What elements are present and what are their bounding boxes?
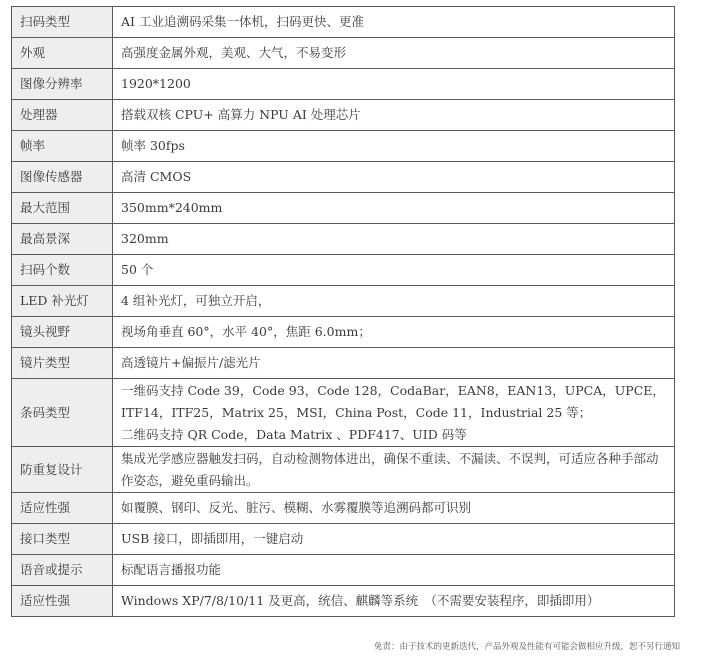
spec-row	[12, 69, 675, 100]
spec-label: 镜片类型	[12, 348, 113, 379]
spec-label: 图像传感器	[12, 162, 113, 193]
spec-value: 帧率 30fps	[113, 131, 675, 162]
spec-table-body	[12, 7, 675, 617]
spec-value: AI 工业追溯码采集一体机，扫码更快、更准	[113, 7, 675, 38]
spec-value: 如覆膜、钢印、反光、脏污、模糊、水雾覆膜等追溯码都可识别	[113, 493, 675, 524]
spec-row	[12, 100, 675, 131]
spec-label: 最大范围	[12, 193, 113, 224]
spec-value: USB 接口，即插即用，一键启动	[113, 524, 675, 555]
spec-label: 适应性强	[12, 493, 113, 524]
spec-value: 视场角垂直 60°，水平 40°，焦距 6.0mm；	[113, 317, 675, 348]
spec-value: 4 组补光灯，可独立开启，	[113, 286, 675, 317]
spec-value: 高强度金属外观，美观、大气，不易变形	[113, 38, 675, 69]
spec-label: 适应性强	[12, 586, 113, 617]
spec-value: 高清 CMOS	[113, 162, 675, 193]
spec-table	[11, 6, 675, 617]
spec-row	[12, 379, 675, 447]
spec-value: 350mm*240mm	[113, 193, 675, 224]
spec-row	[12, 131, 675, 162]
spec-value: 1920*1200	[113, 69, 675, 100]
spec-label: 外观	[12, 38, 113, 69]
spec-label: 语音或提示	[12, 555, 113, 586]
spec-value: 搭载双核 CPU+ 高算力 NPU AI 处理芯片	[113, 100, 675, 131]
spec-value: 集成光学感应器触发扫码，自动检测物体进出，确保不重读、不漏读、不误判，可适应各种手部动作姿态，避免重码输出。	[113, 447, 675, 493]
spec-row	[12, 524, 675, 555]
spec-label: 接口类型	[12, 524, 113, 555]
spec-label: 帧率	[12, 131, 113, 162]
spec-label: 防重复设计	[12, 447, 113, 493]
spec-row	[12, 162, 675, 193]
spec-row	[12, 447, 675, 493]
spec-label: 镜头视野	[12, 317, 113, 348]
spec-value: 一维码支持 Code 39，Code 93，Code 128，CodaBar，EAN8，EAN13，UPCA，UPCE，ITF14，ITF25，Matrix 25，MSI，China Post，Code 11，Industrial 25 等； 二维码支持 QR Code，Data Matrix 、PDF417、UID 码等	[113, 379, 675, 447]
spec-value: 标配语言播报功能	[113, 555, 675, 586]
spec-label: 图像分辨率	[12, 69, 113, 100]
spec-value: 50 个	[113, 255, 675, 286]
spec-row	[12, 255, 675, 286]
spec-label: 处理器	[12, 100, 113, 131]
disclaimer-note: 免责：由于技术的更新迭代，产品外观及性能有可能会做相应升级，恕不另行通知	[373, 642, 680, 652]
spec-label: 扫码类型	[12, 7, 113, 38]
spec-row	[12, 38, 675, 69]
spec-row	[12, 555, 675, 586]
spec-row	[12, 193, 675, 224]
spec-label: 条码类型	[12, 379, 113, 447]
spec-row	[12, 348, 675, 379]
spec-row	[12, 224, 675, 255]
spec-value: 高透镜片+偏振片/滤光片	[113, 348, 675, 379]
spec-label: 最高景深	[12, 224, 113, 255]
spec-row	[12, 317, 675, 348]
spec-value: 320mm	[113, 224, 675, 255]
spec-row	[12, 586, 675, 617]
spec-value: Windows XP/7/8/10/11 及更高，统信、麒麟等系统 （不需要安装程序，即插即用）	[113, 586, 675, 617]
spec-row	[12, 7, 675, 38]
spec-row	[12, 493, 675, 524]
spec-label: LED 补光灯	[12, 286, 113, 317]
spec-label: 扫码个数	[12, 255, 113, 286]
spec-row	[12, 286, 675, 317]
